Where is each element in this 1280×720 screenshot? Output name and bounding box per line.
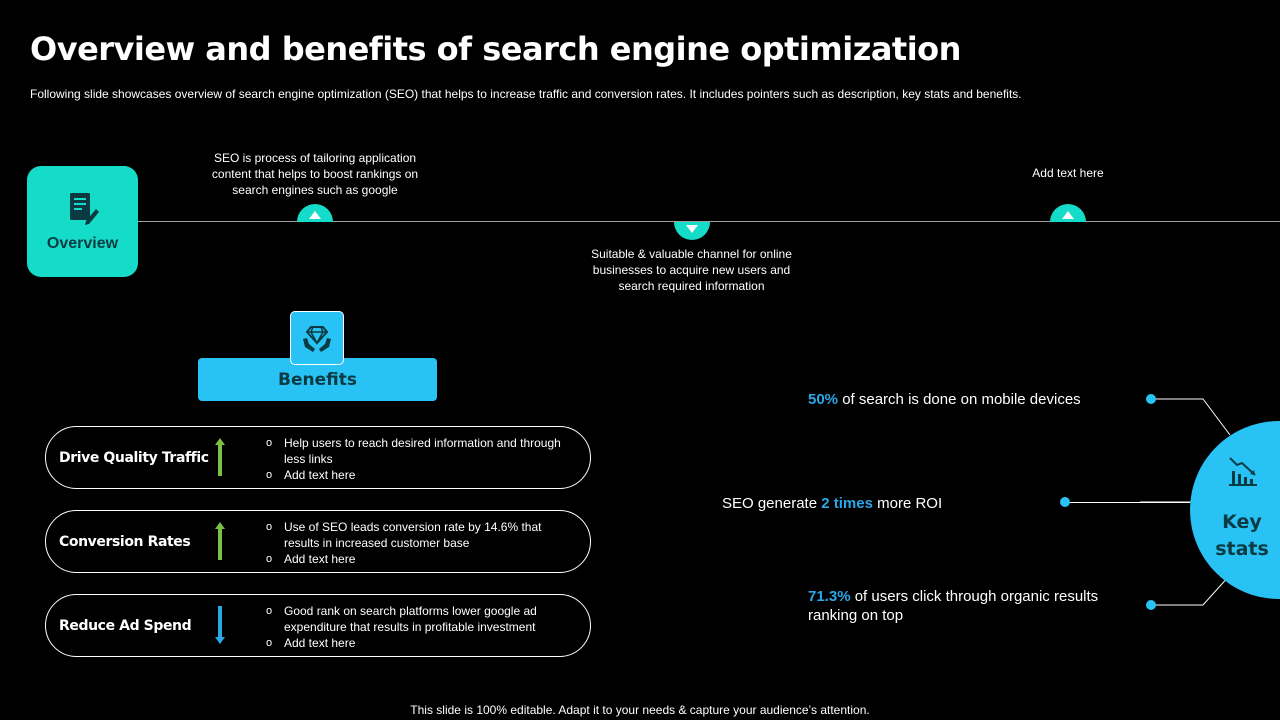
stat-organic-clicks (808, 587, 1128, 625)
stat-dot (1146, 394, 1156, 404)
overview-point-3: Add text here (1032, 166, 1104, 180)
stat-mobile-search (808, 390, 1128, 409)
benefit-label: Drive Quality Traffic (59, 449, 209, 466)
list-item: o Add text here (266, 551, 566, 567)
stat-dot (1060, 497, 1070, 507)
key-stats-label-line: stats (1215, 538, 1269, 560)
list-item: o Add text here (266, 635, 566, 651)
diamond-hands-icon (300, 321, 334, 355)
overview-label: Overview (46, 234, 119, 252)
document-pen-icon (66, 191, 100, 225)
stat-dot (1146, 600, 1156, 610)
stat-highlight: 71.3% (808, 588, 851, 605)
arrow-down-icon (214, 606, 226, 644)
stat-text: of users click through organic results ranking on top (808, 588, 1099, 624)
benefits-label: Benefits (278, 369, 357, 390)
overview-point-1: SEO is process of tailoring application content that helps to boost rankings on search engines such as google (211, 151, 419, 197)
list-item: o Use of SEO leads conversion rate by 14.6% that results in increased customer base (266, 519, 566, 551)
overview-point-2: Suitable & valuable channel for online businesses to acquire new users and search required information (591, 247, 792, 293)
page-subtitle: Following slide showcases overview of search engine optimization (SEO) that helps to increase traffic and conversion rates. It includes pointers such as description, key stats and benefits. (30, 87, 1022, 101)
footer-note: This slide is 100% editable. Adapt it to your needs & capture your audience’s attention. (410, 703, 870, 717)
benefit-bullets (266, 519, 566, 567)
list-item: o Good rank on search platforms lower google ad expenditure that results in profitable investment (266, 603, 566, 635)
stat-text: more ROI (872, 495, 943, 512)
benefit-item-conversion-rates (45, 510, 591, 573)
benefit-bullets (266, 603, 566, 651)
key-stats-label (1202, 509, 1280, 563)
list-item: o Help users to reach desired information and through less links (266, 435, 566, 467)
arrow-up-icon (1062, 211, 1074, 219)
timeline-marker-2 (674, 222, 710, 240)
list-item: o Add text here (266, 467, 566, 483)
benefit-item-reduce-ad-spend (45, 594, 591, 657)
benefit-item-drive-quality-traffic (45, 426, 591, 489)
bar-chart-decline-icon (1227, 455, 1259, 487)
timeline-marker-1 (297, 204, 333, 222)
arrow-up-icon (214, 522, 226, 560)
key-stats-label-line: Key (1222, 511, 1262, 533)
benefits-icon-box (290, 311, 344, 365)
stat-highlight: 2 times (821, 495, 873, 512)
benefit-bullets (266, 435, 566, 483)
stat-highlight: 50% (808, 391, 839, 408)
stat-text: of search is done on mobile devices (838, 391, 1081, 408)
stat-text: SEO generate (722, 495, 822, 512)
arrow-up-icon (214, 438, 226, 476)
connector-line (1070, 502, 1190, 503)
overview-box (27, 166, 138, 277)
benefit-label: Conversion Rates (59, 533, 191, 550)
benefit-label: Reduce Ad Spend (59, 617, 192, 634)
page-title: Overview and benefits of search engine optimization (30, 30, 961, 68)
arrow-up-icon (309, 211, 321, 219)
timeline-marker-3 (1050, 204, 1086, 222)
stat-roi (722, 494, 1042, 513)
arrow-down-icon (686, 225, 698, 233)
